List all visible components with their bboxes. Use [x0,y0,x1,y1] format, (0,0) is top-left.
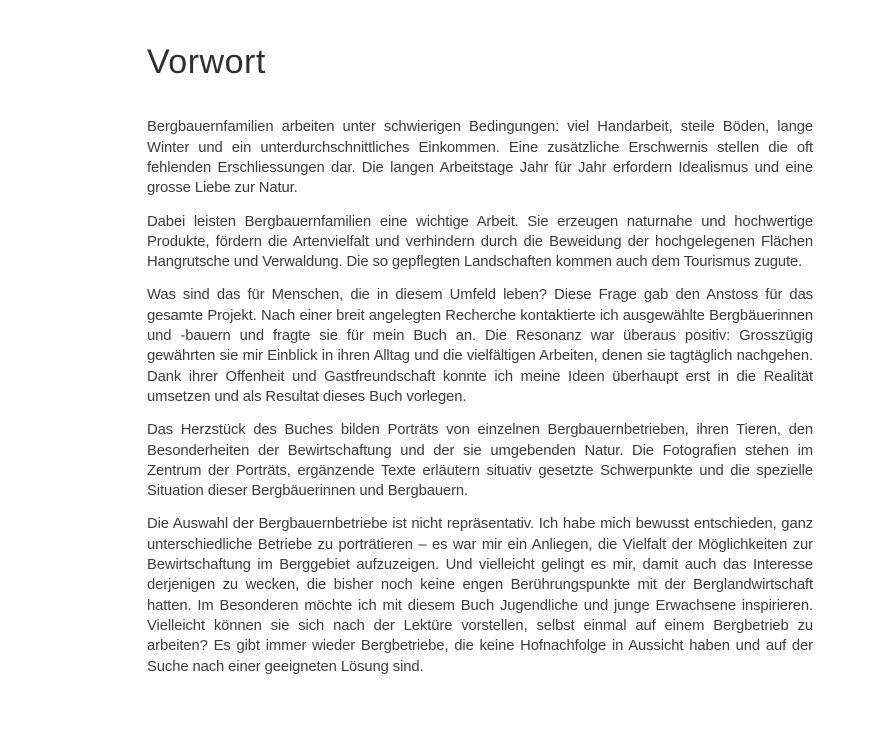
paragraph-project-origin: Was sind das für Menschen, die in diesem Umfeld leben? Diese Frage gab den Anstoss für das gesamte Projekt. Nach einer breit angelegten Recherche kontaktierte ich ausgewählte Bergbäuerinnen und -bauern und fragte sie für mein Buch an. Die Resonanz war überaus positiv: Grosszügig gewährten sie mir Einblick in ihren Alltag und die vielfältigen Arbeiten, denen sie tagtäglich nachgehen. Dank ihrer Offenheit und Gastfreundschaft konnte ich meine Ideen überhaupt erst in die Realität umsetzen und als Resultat dieses Buch vorlegen. [147,287,813,405]
page-title: Vorwort [147,43,266,81]
body-copy [147,117,813,676]
paragraph-important-work: Dabei leisten Bergbauernfamilien eine wichtige Arbeit. Sie erzeugen naturnahe und hochwertige Produkte, fördern die Artenvielfalt und verhindern durch die Beweidung der hochgelegenen Flächen Hangrutsche und Verwaldung. Die so gepflegten Landschaften kommen auch dem Tourismus zugute. [147,213,813,271]
paragraph-working-conditions: Bergbauernfamilien arbeiten unter schwierigen Bedingungen: viel Handarbeit, steile Böden, lange Winter und ein unterdurchschnittliches Einkommen. Eine zusätzliche Erschwernis stellen die oft fehlenden Erschliessungen dar. Die langen Arbeitstage Jahr für Jahr erfordern Idealismus und eine grosse Liebe zur Natur. [147,119,813,197]
paragraph-selection-and-inspiration: Die Auswahl der Bergbauernbetriebe ist nicht repräsentativ. Ich habe mich bewusst entschieden, ganz unterschiedliche Betriebe zu porträtieren – es war mir ein Anliegen, die Vielfalt der Möglichkeiten zur Bewirtschaftung im Berggebiet aufzuzeigen. Und vielleicht gelingt es mir, damit auch das Interesse derjenigen zu wecken, die bisher noch keine engen Berührungspunkte mit der Berglandwirtschaft hatten. Im Besonderen möchte ich mit diesem Buch Jugendliche und junge Erwachsene inspirieren. Vielleicht können sie sich nach der Lektüre vorstellen, selbst einmal auf einem Bergbetrieb zu arbeiten? Es gibt immer wieder Bergbetriebe, die keine Hofnachfolge in Aussicht haben und auf der Suche nach einer geeigneten Lösung sind. [147,516,813,675]
paragraph-book-structure: Das Herzstück des Buches bilden Porträts von einzelnen Bergbauernbetrieben, ihren Tieren, den Besonderheiten der Bewirtschaftung und der sie umgebenden Natur. Die Fotografien stehen im Zentrum der Porträts, ergänzende Texte erläutern situativ gesetzte Schwerpunkte und die spezielle Situation dieser Bergbäuerinnen und Bergbauern. [147,422,813,500]
